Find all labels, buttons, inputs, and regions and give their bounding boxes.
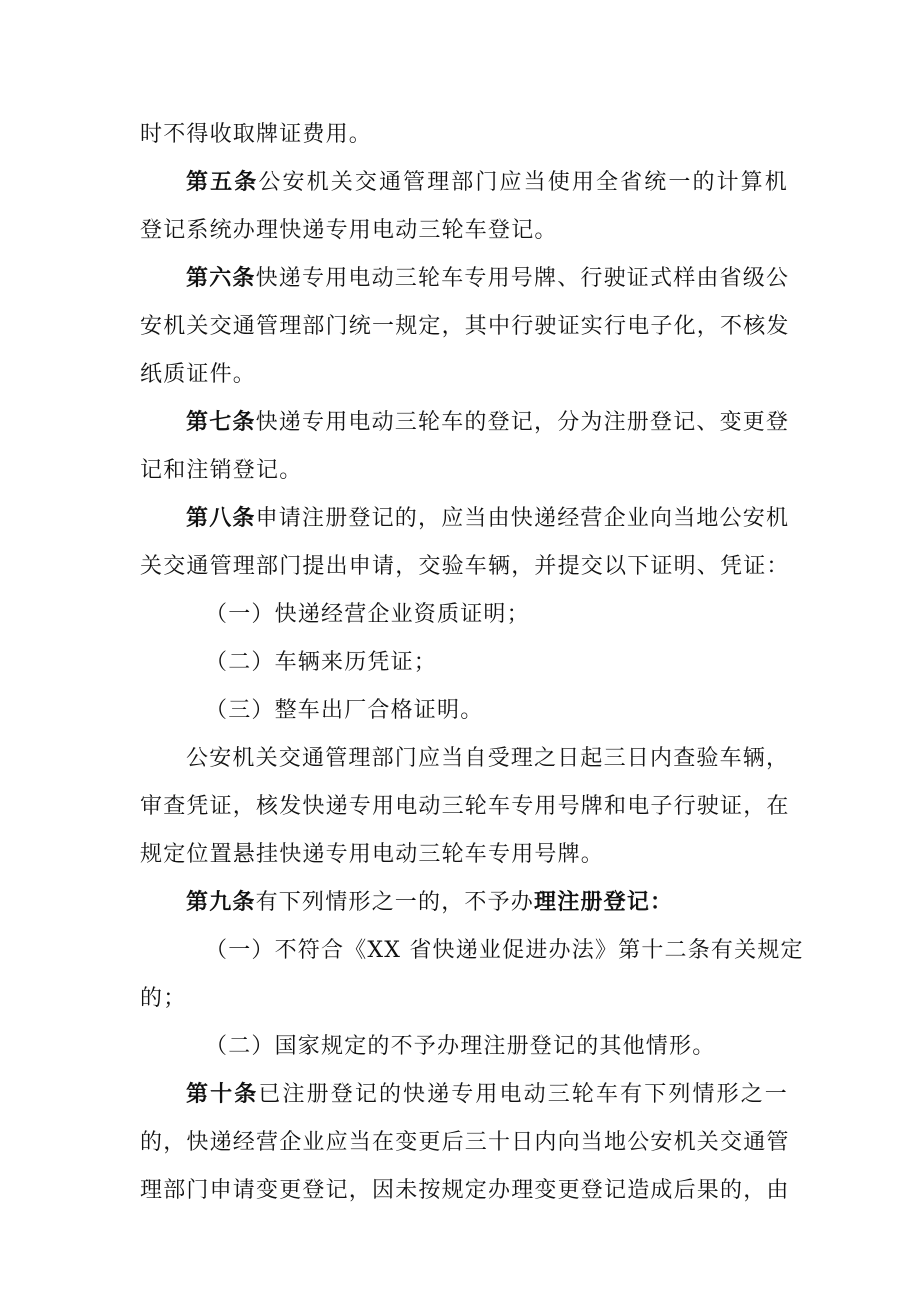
article-10-text: 已注册登记的快递专用电动三轮车有下列情形之一 <box>258 1082 788 1107</box>
article-10-heading: 第十条 <box>186 1082 259 1107</box>
article-6-line <box>186 264 788 294</box>
article-7-text: 快递专用电动三轮车的登记，分为注册登记、变更登 <box>255 410 790 435</box>
article-9-line <box>186 888 788 918</box>
text-line: 安机关交通管理部门统一规定，其中行驶证实行电子化，不核发 <box>140 314 790 339</box>
article-8-heading: 第八条 <box>186 506 256 531</box>
text-line: 的，快递经营企业应当在变更后三十日内向当地公安机关交通管 <box>140 1130 790 1155</box>
article-7-line <box>186 408 788 438</box>
article-7-heading: 第七条 <box>186 410 256 435</box>
text-line: 时不得收取牌证费用。 <box>140 122 373 147</box>
article-5-line <box>186 168 788 198</box>
article-8-line <box>186 504 788 534</box>
list-item: （一）快递经营企业资质证明； <box>205 602 530 627</box>
article-5-text: 公安机关交通管理部门应当使用全省统一的计算机 <box>258 170 788 195</box>
text-line: 登记系统办理快递专用电动三轮车登记。 <box>140 218 558 243</box>
article-6-heading: 第六条 <box>186 266 256 291</box>
text-line: 规定位置悬挂快递专用电动三轮车专用号牌。 <box>140 842 605 867</box>
article-8-text: 申请注册登记的，应当由快递经营企业向当地公安机 <box>255 506 790 531</box>
text-line: 记和注销登记。 <box>140 458 303 483</box>
article-10-line <box>186 1080 788 1110</box>
list-item: （二）车辆来历凭证； <box>205 650 438 675</box>
article-6-text: 快递专用电动三轮车专用号牌、行驶证式样由省级公 <box>255 266 790 291</box>
article-9-heading: 第九条 <box>186 890 256 915</box>
text-line: 公安机关交通管理部门应当自受理之日起三日内查验车辆， <box>186 746 790 771</box>
list-item: （二）国家规定的不予办理注册登记的其他情形。 <box>205 1034 716 1059</box>
list-item: （一）不符合《XX 省快递业促进办法》第十二条有关规定 <box>205 938 804 963</box>
text-line: 纸质证件。 <box>140 362 257 387</box>
article-9-text: 有下列情形之一的，不予办 <box>255 890 535 915</box>
article-9-bold-text: 理注册登记： <box>534 890 674 915</box>
text-line: 的； <box>140 986 187 1011</box>
text-line: 关交通管理部门提出申请，交验车辆，并提交以下证明、凭证： <box>140 554 790 579</box>
list-item: （三）整车出厂合格证明。 <box>205 698 484 723</box>
article-5-heading: 第五条 <box>186 170 259 195</box>
text-line: 审查凭证，核发快递专用电动三轮车专用号牌和电子行驶证，在 <box>140 794 790 819</box>
text-line: 理部门申请变更登记，因未按规定办理变更登记造成后果的，由 <box>140 1178 790 1203</box>
